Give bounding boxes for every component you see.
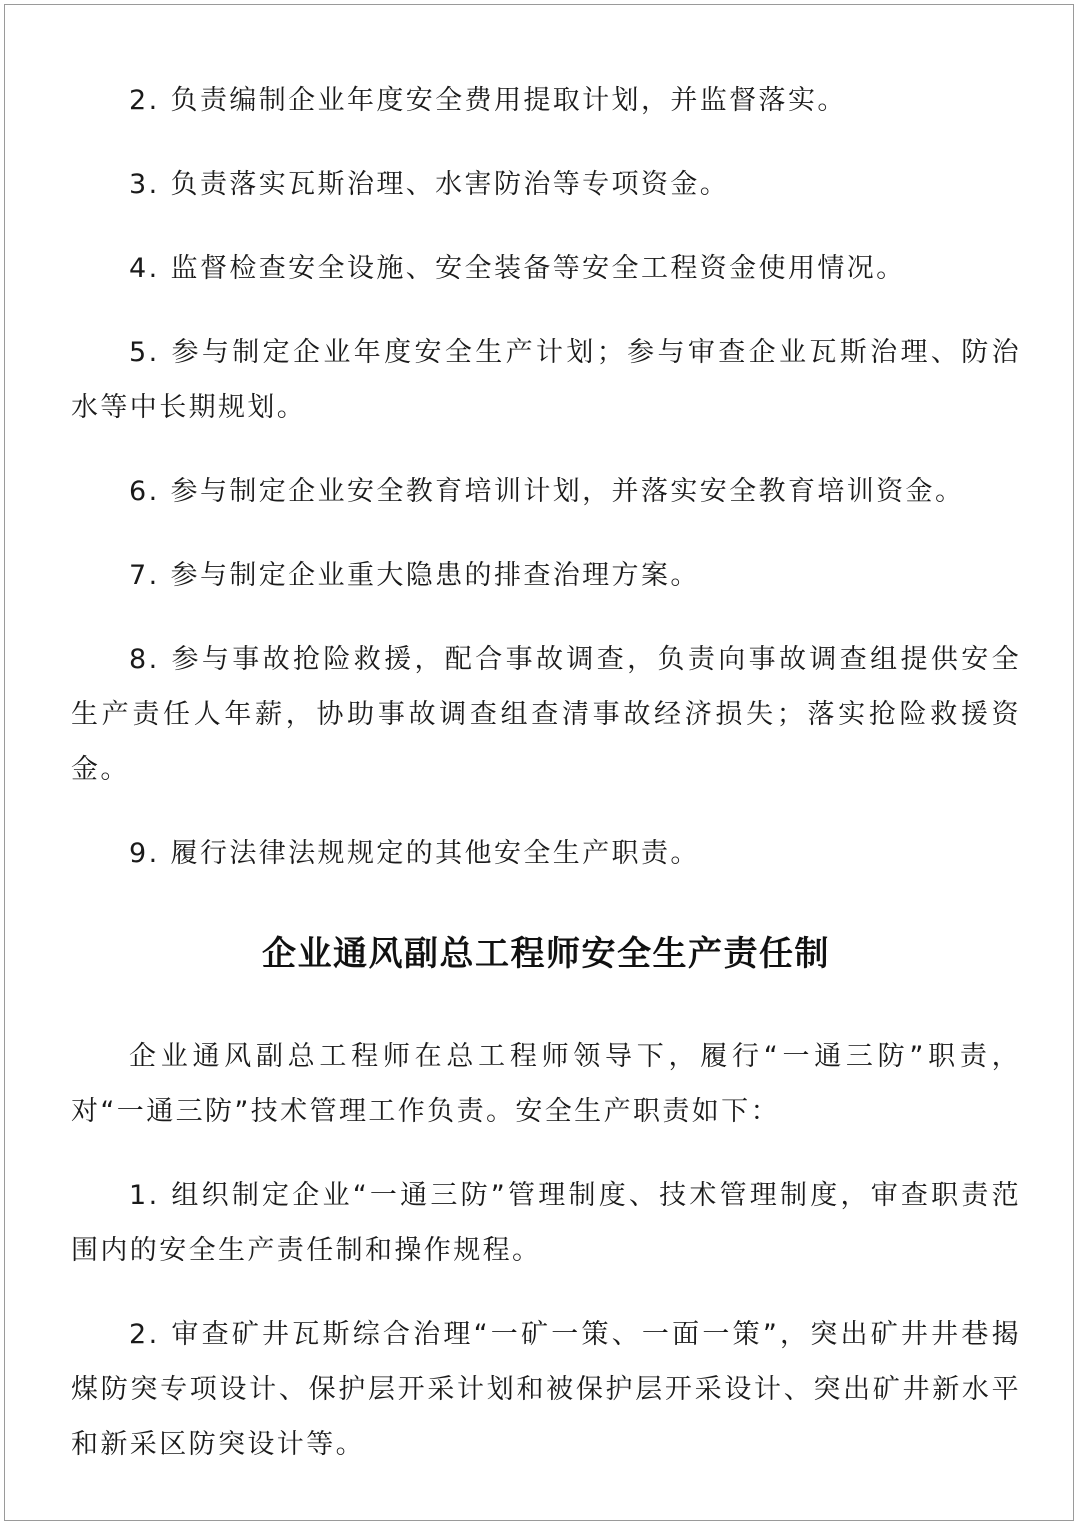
list-item: 1. 组织制定企业“一通三防”管理制度、技术管理制度，审查职责范围内的安全生产责任制和操作规程。 — [71, 1180, 1021, 1266]
page-frame — [4, 4, 1074, 1521]
list-item: 3. 负责落实瓦斯治理、水害防治等专项资金。 — [129, 169, 730, 200]
list-item: 8. 参与事故抢险救援，配合事故调查，负责向事故调查组提供安全生产责任人年薪，协助事故调查组查清事故经济损失；落实抢险救援资金。 — [71, 644, 1021, 785]
list-item: 5. 参与制定企业年度安全生产计划；参与审查企业瓦斯治理、防治水等中长期规划。 — [71, 337, 1021, 423]
list-item: 6. 参与制定企业安全教育培训计划，并落实安全教育培训资金。 — [129, 476, 965, 507]
section-title: 企业通风副总工程师安全生产责任制 — [262, 934, 830, 974]
list-item: 2. 负责编制企业年度安全费用提取计划，并监督落实。 — [129, 85, 847, 116]
document-body — [71, 73, 1021, 1472]
list-item: 4. 监督检查安全设施、安全装备等安全工程资金使用情况。 — [129, 253, 906, 284]
section-intro: 企业通风副总工程师在总工程师领导下，履行“一通三防”职责，对“一通三防”技术管理工作负责。安全生产职责如下： — [71, 1041, 1021, 1127]
list-item: 2. 审查矿井瓦斯综合治理“一矿一策、一面一策”，突出矿井井巷揭煤防突专项设计、保护层开采计划和被保护层开采设计、突出矿井新水平和新采区防突设计等。 — [71, 1319, 1021, 1460]
list-item: 9. 履行法律法规规定的其他安全生产职责。 — [129, 838, 700, 869]
list-item: 7. 参与制定企业重大隐患的排查治理方案。 — [129, 560, 700, 591]
